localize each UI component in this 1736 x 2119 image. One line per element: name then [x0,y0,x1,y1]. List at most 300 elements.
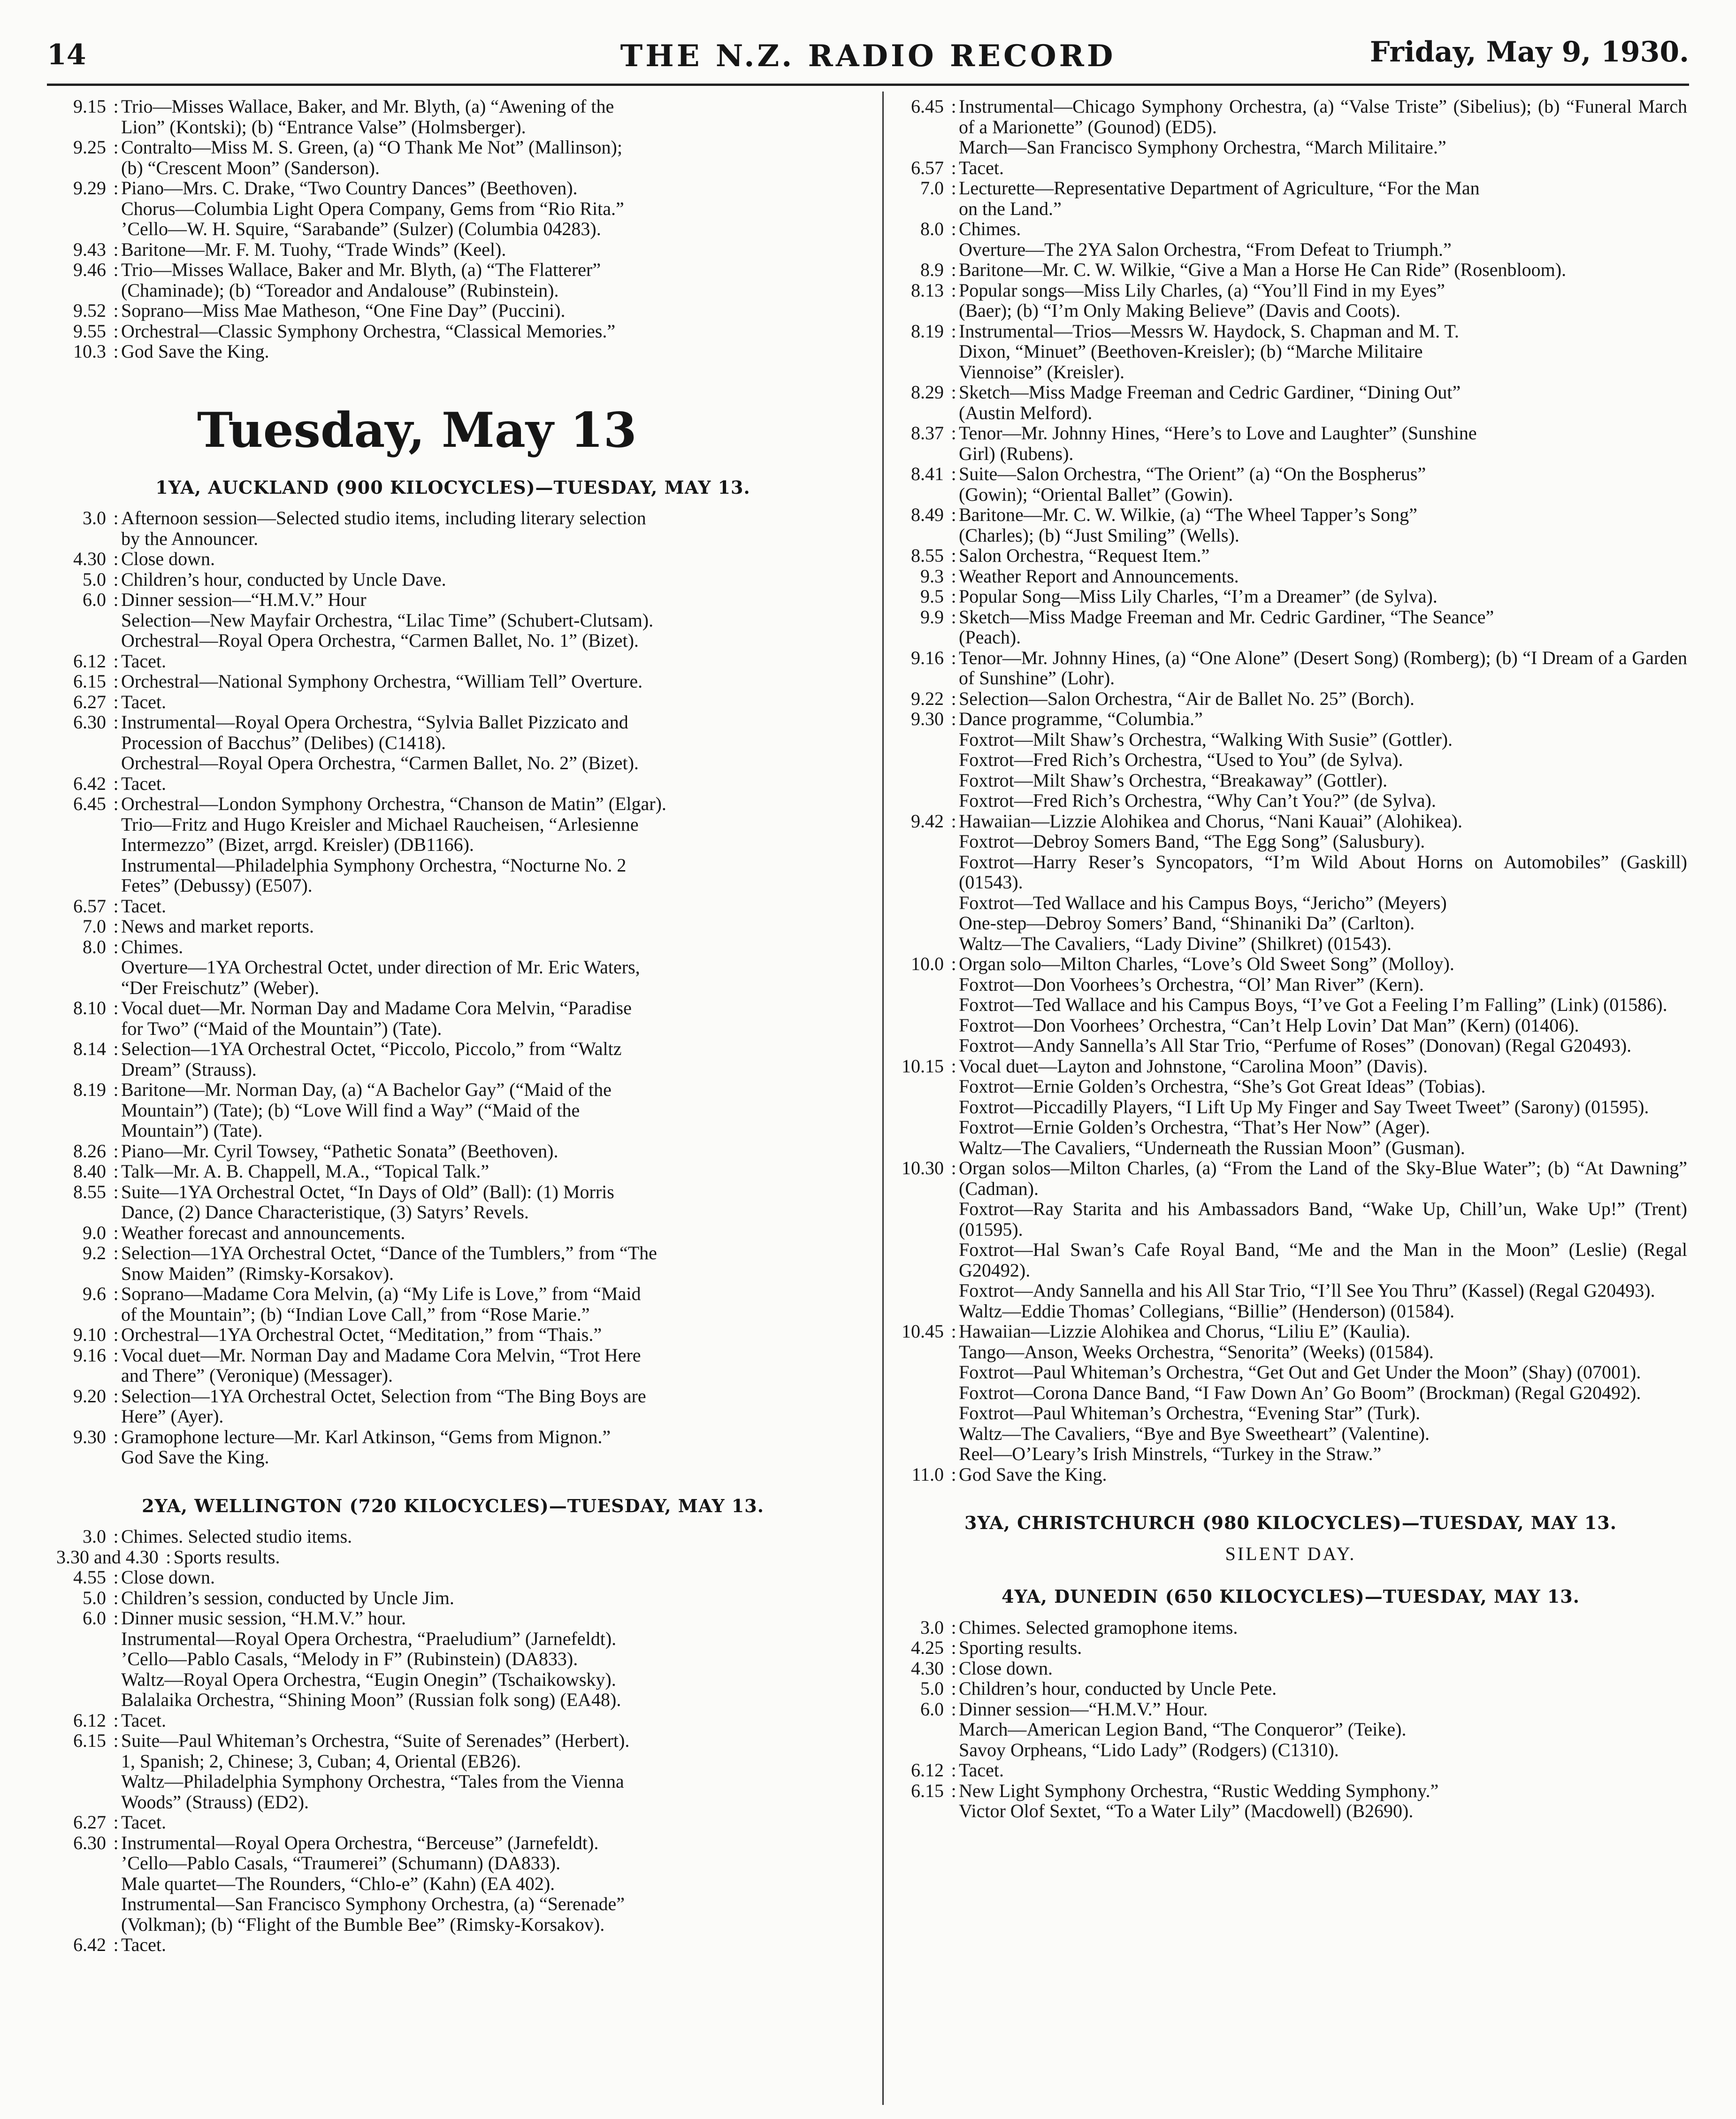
entry-text [959,1781,1687,1821]
entry-text [959,280,1687,321]
entry-text [959,1617,1687,1638]
entry-line: Instrumental—Royal Opera Orchestra, “Praeludium” (Jarnefeldt). [121,1628,617,1649]
entry-colon: : [951,1698,956,1720]
entry-line: ’Cello—W. H. Squire, “Sarabande” (Sulzer) (Columbia 04283). [121,218,601,239]
entry-line: Tacet. [121,1934,167,1955]
entry-text [121,1710,849,1731]
entry-line: Chimes. Selected gramophone items. [959,1616,1238,1638]
entry-text [121,1161,849,1182]
entry-line: Dream” (Strauss). [121,1058,257,1080]
entry-time: 6.45 [911,96,944,117]
entry-line: Children’s session, conducted by Uncle Jim. [121,1587,454,1608]
program-entry [894,688,1687,709]
entry-text [959,1464,1687,1485]
entry-line: Foxtrot—Don Voorhees’ Orchestra, “Can’t Help Lovin’ Dat Man” (Kern) (01406). [959,1014,1579,1036]
entry-line: (Charles); (b) “Just Smiling” (Wells). [959,524,1239,546]
entry-line: Contralto—Miss M. S. Green, (a) “O Thank Me Not” (Mallinson); [121,137,622,158]
entry-colon: : [113,1587,119,1608]
program-entry [56,671,849,692]
program-entry [894,1699,1687,1760]
entry-colon: : [951,1463,956,1485]
entry-line: Tacet. [959,1759,1004,1781]
program-entry [56,589,849,651]
entry-colon: : [113,1832,119,1853]
entry-line: (Chaminade); (b) “Toreador and Andalouse” (Rubinstein). [121,279,559,301]
entry-text [959,382,1687,423]
entry-line: Foxtrot—Paul Whiteman’s Orchestra, “Get Out and Get Under the Moon” (Shay) (07001). [959,1362,1641,1383]
entry-colon: : [113,1222,119,1243]
program-entry [56,137,849,178]
entry-text [959,607,1687,648]
entry-line: “Der Freischutz” (Weber). [121,977,320,998]
entry-colon: : [113,137,119,158]
entry-text [121,589,849,651]
entry-time: 9.20 [73,1385,106,1407]
entry-colon: : [113,1140,119,1162]
entry-line: and There” (Veronique) (Messager). [121,1365,393,1386]
entry-text [121,1427,849,1468]
entry-time: 6.0 [83,1607,106,1629]
entry-line: Orchestral—National Symphony Orchestra, “William Tell” Overture. [121,671,643,692]
entry-line: Instrumental—Royal Opera Orchestra, “Sylvia Ballet Pizzicato and [121,711,628,733]
entry-colon: : [113,1344,119,1366]
entry-time: 9.46 [73,259,106,280]
entry-colon: : [113,507,119,528]
entry-line: Foxtrot—Ted Wallace and his Campus Boys, “Jericho” (Meyers) [959,892,1447,913]
entry-line: Popular Song—Miss Lily Charles, “I’m a Dreamer” (de Sylva). [959,586,1438,607]
entry-text [121,651,849,672]
entry-line: Lion” (Kontski); (b) “Entrance Valse” (Holmsberger). [121,116,526,138]
entry-colon: : [113,1242,119,1263]
entry-text [959,158,1687,178]
program-entry [56,916,849,937]
entry-line: Dinner session—“H.M.V.” Hour [121,589,367,610]
entry-colon: : [951,1616,956,1638]
entry-line: Waltz—The Cavaliers, “Lady Divine” (Shilkret) (01543). [959,933,1392,954]
entry-colon: : [113,671,119,692]
entry-colon: : [113,177,119,199]
entry-line: Orchestral—Royal Opera Orchestra, “Carmen Ballet, No. 2” (Bizet). [121,752,639,773]
entry-colon: : [951,1321,956,1342]
entry-colon: : [113,1812,119,1833]
entry-colon: : [951,279,956,301]
entry-time: 6.45 [73,793,106,814]
entry-line: Vocal duet—Layton and Johnstone, “Carolina Moon” (Davis). [959,1055,1428,1077]
entry-line: Sketch—Miss Madge Freeman and Mr. Cedric Gardiner, “The Seance” [959,606,1494,627]
entry-time: 9.3 [920,565,944,587]
entry-line: for Two” (“Maid of the Mountain”) (Tate). [121,1017,442,1039]
entry-text [121,916,849,937]
entry-colon: : [113,773,119,794]
entry-line: Foxtrot—Fred Rich’s Orchestra, “Used to You” (de Sylva). [959,749,1403,770]
right-column [894,96,1687,2103]
entry-text [121,1386,849,1427]
entry-colon: : [113,300,119,321]
program-entry [894,811,1687,954]
entry-line: Viennoise” (Kreisler). [959,361,1125,382]
entry-time: 9.10 [73,1324,106,1345]
entry-line: Children’s hour, conducted by Uncle Dave. [121,568,446,590]
program-entry [56,1079,849,1141]
entry-time: 5.0 [83,1587,106,1608]
entry-line: Suite—Salon Orchestra, “The Orient” (a) “On the Bospherus” [959,463,1426,484]
program-entry [894,607,1687,648]
entry-time: 5.0 [920,1678,944,1699]
entry-text [121,341,849,362]
entry-colon: : [113,793,119,814]
entry-line: Tacet. [121,895,167,917]
entry-text [959,1158,1687,1321]
entry-line: Gramophone lecture—Mr. Karl Atkinson, “Gems from Mignon.” [121,1426,611,1447]
entry-colon: : [113,1283,119,1304]
entry-text [959,423,1687,464]
entry-text [121,1324,849,1345]
entry-line: Close down. [121,1567,215,1588]
entry-text [121,1812,849,1833]
entry-line: Foxtrot—Fred Rich’s Orchestra, “Why Can’t You?” (de Sylva). [959,790,1436,811]
entry-colon: : [951,177,956,199]
entry-line: ’Cello—Pablo Casals, “Melody in F” (Rubinstein) (DA833). [121,1648,578,1669]
entry-line: Sports results. [173,1546,280,1568]
issue-date: Friday, May 9, 1930. [1369,36,1689,69]
entry-colon: : [113,1934,119,1955]
program-entry [56,1427,849,1468]
entry-colon: : [113,1426,119,1447]
entry-time: 9.43 [73,238,106,260]
entry-colon: : [951,647,956,668]
entry-time: 8.9 [920,259,944,280]
entry-line: Snow Maiden” (Rimsky-Korsakov). [121,1262,394,1284]
entry-time: 9.16 [73,1344,106,1366]
entry-text [959,321,1687,382]
entry-colon: : [113,711,119,733]
entry-text [959,219,1687,260]
entry-text [121,1935,849,1955]
entry-text [174,1547,849,1568]
entry-time: 9.30 [911,708,944,729]
entry-line: Here” (Ayer). [121,1406,224,1427]
entry-text [121,239,849,260]
entry-time: 6.0 [83,589,106,610]
entry-line: Piano—Mrs. C. Drake, “Two Country Dances” (Beethoven). [121,177,578,199]
entry-colon: : [951,1678,956,1699]
entry-text [959,1321,1687,1464]
entry-line: Soprano—Madame Cora Melvin, (a) “My Life is Love,” from “Maid [121,1283,641,1304]
program-entry [894,382,1687,423]
program-entry [894,586,1687,607]
program-entry [894,219,1687,260]
entry-line: Foxtrot—Milt Shaw’s Orchestra, “Breakaway” (Gottler). [959,769,1388,791]
header-rule [47,84,1689,86]
entry-time: 8.55 [911,545,944,566]
entry-time: 4.55 [73,1567,106,1588]
entry-line: 1, Spanish; 2, Chinese; 3, Cuban; 4, Oriental (EB26). [121,1750,521,1772]
entry-time: 10.45 [902,1321,944,1342]
entry-line: Foxtrot—Ted Wallace and his Campus Boys, “I’ve Got a Feeling I’m Falling” (Link) (01586). [959,994,1667,1015]
entry-text [959,96,1687,158]
entry-line: News and market reports. [121,916,314,937]
entry-line: Girl) (Rubens). [959,443,1074,464]
entry-line: Selection—1YA Orchestral Octet, Selection from “The Bing Boys are [121,1385,646,1407]
entry-colon: : [951,688,956,709]
entry-colon: : [951,218,956,239]
entry-colon: : [113,997,119,1018]
entry-time: 6.27 [73,691,106,712]
program-entry [894,1678,1687,1699]
program-entry [894,321,1687,382]
entry-time: 9.15 [73,96,106,117]
entry-line: of the Mountain”; (b) “Indian Love Call,” from “Rose Marie.” [121,1303,590,1325]
entry-colon: : [951,708,956,729]
entry-text [121,1833,849,1935]
entry-colon: : [951,1780,956,1801]
program-entry [56,1833,849,1935]
entry-line: Selection—Salon Orchestra, “Air de Ballet No. 25” (Borch). [959,688,1415,709]
entry-colon: : [951,504,956,525]
program-entry [894,1464,1687,1485]
entry-time: 8.49 [911,504,944,525]
entry-text [121,300,849,321]
entry-text [121,712,849,773]
entry-line: Sporting results. [959,1637,1082,1658]
entry-line: Victor Olof Sextet, “To a Water Lily” (Macdowell) (B2690). [959,1800,1414,1821]
page-number: 14 [47,38,86,71]
entry-text [121,1588,849,1608]
entry-colon: : [113,1709,119,1731]
entry-colon: : [951,810,956,832]
entry-text [121,1243,849,1284]
entry-line: Procession of Bacchus” (Delibes) (C1418). [121,732,446,753]
entry-line: Foxtrot—Hal Swan’s Cafe Royal Band, “Me and the Man in the Moon” (Leslie) (Regal G20492). [959,1239,1687,1281]
entry-line: Trio—Fritz and Hugo Kreisler and Michael Raucheisen, “Arlesienne [121,813,639,835]
dunedin-heading: 4YA, DUNEDIN (650 KILOCYCLES)—TUESDAY, MAY 13. [1002,1586,1580,1607]
entry-text [959,505,1687,545]
program-entry [894,648,1687,688]
entry-line: Dinner music session, “H.M.V.” hour. [121,1607,406,1629]
column-divider [882,92,884,2105]
entry-line: Suite—Paul Whiteman’s Orchestra, “Suite of Serenades” (Herbert). [121,1730,630,1751]
program-entry [56,1141,849,1162]
program-entry [56,239,849,260]
entry-time: 8.10 [73,997,106,1018]
entry-time: 8.19 [73,1079,106,1100]
auckland-program [56,508,849,1468]
program-entry [56,1223,849,1243]
entry-line: Trio—Misses Wallace, Baker, and Mr. Blyth, (a) “Awening of the [121,96,614,117]
entry-line: Selection—1YA Orchestral Octet, “Piccolo, Piccolo,” from “Waltz [121,1038,622,1059]
entry-colon: : [951,1759,956,1781]
program-entry [56,1547,849,1568]
entry-colon: : [113,96,119,117]
entry-time: 7.0 [83,916,106,937]
entry-line: Tacet. [121,691,167,712]
entry-text [121,1730,849,1812]
entry-text [959,688,1687,709]
entry-line: Instrumental—San Francisco Symphony Orchestra, (a) “Serenade” [121,1893,625,1914]
entry-time: 4.30 [911,1657,944,1679]
entry-time: 7.0 [920,177,944,199]
entry-line: Tenor—Mr. Johnny Hines, “Here’s to Love and Laughter” (Sunshine [959,422,1477,444]
entry-line: Sketch—Miss Madge Freeman and Cedric Gardiner, “Dining Out” [959,382,1461,403]
entry-colon: : [113,1161,119,1182]
entry-text [121,794,849,896]
entry-text [121,998,849,1039]
program-entry [56,1935,849,1955]
entry-time: 8.29 [911,382,944,403]
program-entry [56,794,849,896]
entry-time: 6.42 [73,773,106,794]
program-entry [894,1321,1687,1464]
entry-line: Orchestral—London Symphony Orchestra, “Chanson de Matin” (Elgar). [121,793,666,814]
entry-colon: : [951,545,956,566]
program-entry [56,1567,849,1588]
entry-line: Foxtrot—Paul Whiteman’s Orchestra, “Evening Star” (Turk). [959,1402,1421,1423]
entry-line: Foxtrot—Debroy Somers Band, “The Egg Song” (Salusbury). [959,831,1425,852]
program-entry [894,1760,1687,1781]
entry-line: Vocal duet—Mr. Norman Day and Madame Cora Melvin, “Paradise [121,997,632,1018]
entry-line: Organ solos—Milton Charles, (a) “From the Land of the Sky-Blue Water”; (b) “At Dawning” (Cadman). [959,1157,1687,1199]
entry-time: 6.15 [911,1780,944,1801]
monday-tail-list [56,96,849,362]
entry-line: Foxtrot—Ernie Golden’s Orchestra, “That’s Her Now” (Ager). [959,1117,1430,1138]
entry-line: Hawaiian—Lizzie Alohikea and Chorus, “Liliu E” (Kaulia). [959,1321,1410,1342]
entry-time: 6.57 [911,157,944,178]
entry-colon: : [113,568,119,590]
entry-line: Intermezzo” (Bizet, arrgd. Kreisler) (DB1166). [121,834,474,855]
entry-line: Selection—1YA Orchestral Octet, “Dance of the Tumblers,” from “The [121,1242,657,1263]
entry-line: Foxtrot—Andy Sannella and his All Star Trio, “I’ll See You Thru” (Kassel) (Regal G20493). [959,1280,1655,1301]
entry-text [121,1039,849,1079]
entry-line: God Save the King. [959,1463,1107,1485]
entry-line: Male quartet—The Rounders, “Chlo-e” (Kahn) (EA 402). [121,1873,555,1894]
entry-time: 6.30 [73,711,106,733]
entry-text [959,1678,1687,1699]
entry-time: 8.37 [911,422,944,444]
program-entry [894,260,1687,280]
entry-line: March—San Francisco Symphony Orchestra, “March Militaire.” [959,137,1446,158]
entry-time: 3.0 [83,507,106,528]
entry-line: Instrumental—Trios—Messrs W. Haydock, S. Chapman and M. T. [959,320,1459,342]
entry-line: Chimes. [959,218,1021,239]
entry-text [959,648,1687,688]
entry-time: 8.41 [911,463,944,484]
entry-line: (Austin Melford). [959,402,1093,423]
entry-text [121,937,849,998]
entry-time: 10.15 [902,1055,944,1077]
entry-text [121,1284,849,1324]
entry-time: 9.2 [83,1242,106,1263]
left-column [56,96,849,2103]
program-entry [56,1730,849,1812]
entry-text [121,1345,849,1386]
wellington-heading: 2YA, WELLINGTON (720 KILOCYCLES)—TUESDAY, MAY 13. [142,1495,764,1516]
entry-line: Waltz—Philadelphia Symphony Orchestra, “Tales from the Vienna [121,1771,624,1792]
entry-time: 6.12 [73,1709,106,1731]
christchurch-heading: 3YA, CHRISTCHURCH (980 KILOCYCLES)—TUESDAY, MAY 13. [964,1512,1617,1533]
entry-line: Tacet. [121,650,167,672]
entry-colon: : [113,1181,119,1202]
entry-time: 9.6 [83,1283,106,1304]
entry-line: Tacet. [121,1709,167,1731]
entry-colon: : [113,1567,119,1588]
entry-text [121,1141,849,1162]
entry-line: Weather forecast and announcements. [121,1222,405,1243]
entry-text [959,586,1687,607]
entry-line: Selection—New Mayfair Orchestra, “Lilac Time” (Schubert-Clutsam). [121,609,654,631]
entry-time: 3.30 and 4.30 [56,1546,159,1568]
entry-colon: : [951,259,956,280]
entry-colon: : [166,1546,171,1568]
entry-line: Orchestral—1YA Orchestral Octet, “Meditation,” from “Thais.” [121,1324,602,1345]
entry-line: Trio—Misses Wallace, Baker and Mr. Blyth, (a) “The Flatterer” [121,259,601,280]
entry-time: 4.25 [911,1637,944,1658]
program-entry [56,178,849,239]
entry-colon: : [951,1637,956,1658]
entry-time: 8.19 [911,320,944,342]
entry-time: 3.0 [920,1616,944,1638]
entry-time: 9.5 [920,586,944,607]
entry-line: Baritone—Mr. C. W. Wilkie, (a) “The Wheel Tapper’s Song” [959,504,1417,525]
christchurch-note: SILENT DAY. [1225,1543,1356,1564]
entry-line: (b) “Crescent Moon” (Sanderson). [121,157,380,178]
entry-text [121,178,849,239]
entry-colon: : [113,238,119,260]
program-entry [894,709,1687,811]
entry-line: One-step—Debroy Somers’ Band, “Shinaniki Da” (Carlton). [959,912,1415,933]
program-entry [56,1243,849,1284]
entry-colon: : [113,1324,119,1345]
entry-line: God Save the King. [121,1446,269,1468]
entry-colon: : [113,650,119,672]
program-entry [894,505,1687,545]
entry-text [959,1637,1687,1658]
entry-time: 8.55 [73,1181,106,1202]
entry-time: 8.14 [73,1038,106,1059]
program-entry [56,508,849,549]
entry-line: Children’s hour, conducted by Uncle Pete. [959,1678,1277,1699]
entry-time: 9.25 [73,137,106,158]
entry-text [121,773,849,794]
entry-line: Foxtrot—Harry Reser’s Syncopators, “I’m Wild About Horns on Automobiles” (Gaskill) (01543). [959,851,1687,893]
entry-text [121,96,849,137]
entry-line: Balalaika Orchestra, “Shining Moon” (Russian folk song) (EA48). [121,1689,621,1710]
program-entry [56,692,849,712]
entry-colon: : [951,422,956,444]
entry-colon: : [113,936,119,957]
entry-line: Piano—Mr. Cyril Towsey, “Pathetic Sonata” (Beethoven). [121,1140,558,1162]
entry-line: Dance programme, “Columbia.” [959,708,1203,729]
entry-line: Lecturette—Representative Department of Agriculture, “For the Man [959,177,1480,199]
entry-time: 8.0 [920,218,944,239]
entry-line: Instrumental—Philadelphia Symphony Orchestra, “Nocturne No. 2 [121,854,627,876]
entry-line: Reel—O’Leary’s Irish Minstrels, “Turkey in the Straw.” [959,1443,1382,1464]
program-entry [894,1158,1687,1321]
entry-time: 9.55 [73,320,106,342]
entry-line: Baritone—Mr. C. W. Wilkie, “Give a Man a Horse He Can Ride” (Rosenbloom). [959,259,1567,280]
entry-line: Orchestral—Royal Opera Orchestra, “Carmen Ballet, No. 1” (Bizet). [121,630,639,651]
entry-time: 9.0 [83,1222,106,1243]
entry-text [121,671,849,692]
entry-colon: : [951,96,956,117]
entry-colon: : [113,589,119,610]
program-entry [56,773,849,794]
entry-line: Chimes. Selected studio items. [121,1526,352,1547]
entry-line: Mountain”) (Tate). [121,1120,263,1141]
entry-colon: : [951,1055,956,1077]
entry-time: 8.13 [911,279,944,301]
program-entry [56,1386,849,1427]
entry-text [121,1182,849,1223]
